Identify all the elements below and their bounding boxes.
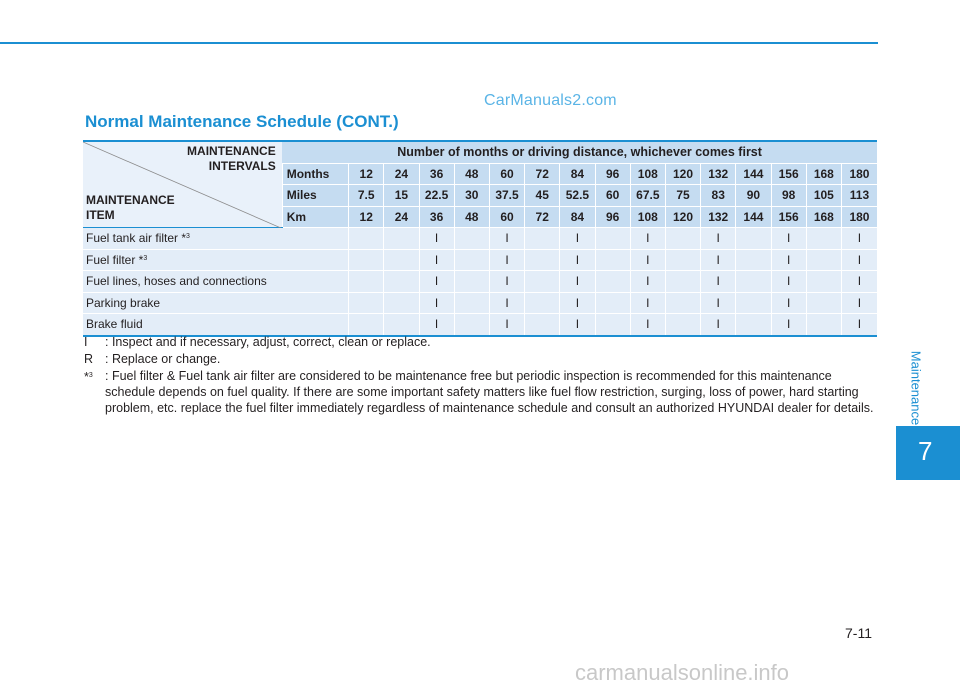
maintenance-mark: I (489, 249, 524, 271)
interval-value: 90 (736, 185, 771, 207)
maintenance-item (83, 292, 349, 314)
side-tab: Maintenance (908, 350, 924, 426)
interval-value: 98 (771, 185, 806, 207)
maintenance-item-name: Fuel lines, hoses and connections (86, 274, 267, 289)
maintenance-mark (665, 292, 700, 314)
maintenance-mark (384, 228, 419, 250)
maintenance-mark: I (419, 314, 454, 336)
maintenance-mark (349, 292, 384, 314)
maintenance-mark: I (489, 228, 524, 250)
interval-value: 15 (384, 185, 419, 207)
maintenance-item-name: Fuel tank air filter * (86, 231, 187, 246)
interval-value: 168 (806, 206, 841, 228)
interval-value: 45 (525, 185, 560, 207)
maintenance-mark (384, 292, 419, 314)
legend-note (84, 334, 880, 350)
interval-value: 132 (701, 206, 736, 228)
maintenance-mark (525, 228, 560, 250)
maintenance-mark: I (489, 314, 524, 336)
maintenance-mark (736, 271, 771, 293)
maintenance-mark (665, 271, 700, 293)
interval-value: 120 (665, 163, 700, 185)
maintenance-mark (454, 292, 489, 314)
maintenance-mark: I (560, 249, 595, 271)
interval-value: 108 (630, 163, 665, 185)
maintenance-item-name: Fuel filter * (86, 252, 144, 267)
interval-value: 168 (806, 163, 841, 185)
maintenance-mark: I (701, 249, 736, 271)
maintenance-mark: I (630, 249, 665, 271)
interval-value: 108 (630, 206, 665, 228)
maintenance-table (83, 140, 877, 337)
interval-value: 60 (489, 206, 524, 228)
maintenance-mark (736, 314, 771, 336)
interval-row-label: Miles (282, 185, 348, 207)
corner-item-label: MAINTENANCE ITEM (86, 193, 175, 222)
maintenance-mark (595, 228, 630, 250)
interval-value: 180 (841, 206, 877, 228)
maintenance-mark: I (841, 271, 877, 293)
table-row (83, 271, 877, 293)
maintenance-mark (454, 249, 489, 271)
maintenance-mark (595, 292, 630, 314)
interval-value: 22.5 (419, 185, 454, 207)
interval-value: 30 (454, 185, 489, 207)
maintenance-mark (454, 314, 489, 336)
maintenance-mark: I (419, 292, 454, 314)
interval-value: 72 (525, 206, 560, 228)
interval-value: 72 (525, 163, 560, 185)
maintenance-mark (806, 228, 841, 250)
maintenance-mark: I (630, 271, 665, 293)
maintenance-mark: I (841, 314, 877, 336)
maintenance-mark: I (419, 249, 454, 271)
note-text: : Replace or change. (105, 352, 221, 366)
maintenance-mark (349, 228, 384, 250)
interval-value: 84 (560, 163, 595, 185)
maintenance-mark: I (771, 249, 806, 271)
maintenance-mark: I (630, 314, 665, 336)
maintenance-mark (665, 249, 700, 271)
interval-value: 36 (419, 206, 454, 228)
interval-value: 105 (806, 185, 841, 207)
maintenance-mark: I (701, 228, 736, 250)
maintenance-mark (806, 314, 841, 336)
maintenance-mark (595, 271, 630, 293)
interval-value: 37.5 (489, 185, 524, 207)
maintenance-mark (454, 271, 489, 293)
page-number: 7-11 (845, 625, 872, 641)
maintenance-mark (525, 271, 560, 293)
maintenance-item (83, 271, 349, 293)
table-row (83, 249, 877, 271)
maintenance-mark: I (489, 292, 524, 314)
interval-value: 84 (560, 206, 595, 228)
chapter-number: 7 (918, 436, 933, 466)
watermark: CarManuals2.com (484, 92, 617, 109)
maintenance-mark: I (701, 271, 736, 293)
maintenance-mark (384, 314, 419, 336)
maintenance-mark: I (771, 292, 806, 314)
maintenance-mark: I (701, 292, 736, 314)
interval-value: 48 (454, 163, 489, 185)
maintenance-mark (595, 249, 630, 271)
note-key: R (84, 352, 94, 366)
maintenance-mark: I (771, 314, 806, 336)
note-key: I (84, 335, 88, 349)
interval-row-label: Km (282, 206, 348, 228)
section-title: Normal Maintenance Schedule (CONT.) (85, 112, 399, 131)
maintenance-item (83, 314, 349, 336)
maintenance-item-name: Parking brake (86, 295, 161, 310)
maintenance-item (83, 249, 349, 271)
interval-value: 24 (384, 163, 419, 185)
maintenance-mark: I (841, 249, 877, 271)
interval-value: 113 (841, 185, 877, 207)
interval-value: 60 (595, 185, 630, 207)
legend-note (84, 351, 880, 367)
maintenance-mark: I (841, 228, 877, 250)
interval-value: 60 (489, 163, 524, 185)
interval-value: 24 (384, 206, 419, 228)
maintenance-item-name: Brake fluid (86, 317, 143, 332)
note-text: : Inspect and if necessary, adjust, correct, clean or replace. (105, 335, 431, 349)
maintenance-mark (525, 314, 560, 336)
notes (84, 334, 880, 417)
maintenance-mark (806, 292, 841, 314)
maintenance-mark (736, 249, 771, 271)
maintenance-mark: I (771, 228, 806, 250)
maintenance-item (83, 228, 349, 250)
maintenance-mark: I (560, 228, 595, 250)
maintenance-mark (384, 249, 419, 271)
table-row (83, 292, 877, 314)
interval-value: 156 (771, 163, 806, 185)
maintenance-mark (665, 228, 700, 250)
footer-watermark: carmanualsonline.info (575, 660, 790, 685)
maintenance-mark (525, 249, 560, 271)
table-corner-header (83, 141, 282, 228)
table-header-title: Number of months or driving distance, whichever comes first (282, 141, 877, 163)
interval-value: 144 (736, 206, 771, 228)
interval-value: 36 (419, 163, 454, 185)
maintenance-mark: I (419, 271, 454, 293)
interval-value: 67.5 (630, 185, 665, 207)
interval-value: 180 (841, 163, 877, 185)
maintenance-mark (525, 292, 560, 314)
maintenance-mark: I (771, 271, 806, 293)
interval-value: 75 (665, 185, 700, 207)
table-row (83, 228, 877, 250)
maintenance-mark (595, 314, 630, 336)
maintenance-mark: I (630, 292, 665, 314)
maintenance-mark (665, 314, 700, 336)
interval-value: 156 (771, 206, 806, 228)
note-text: : Fuel filter & Fuel tank air filter are considered to be maintenance free but periodic inspection is recommended for this maintenance schedule depends on fuel quality. If there are some important safety matters like fuel flow restriction, surging, loss of power, hard starting problem, etc. replace the fuel filter immediately regardless of maintenance schedule and consult an authorized HYUNDAI dealer for details. (105, 369, 874, 415)
footnote-ref: 3 (186, 233, 190, 241)
maintenance-mark: I (630, 228, 665, 250)
interval-value: 52.5 (560, 185, 595, 207)
table-row (83, 314, 877, 336)
interval-value: 12 (349, 206, 384, 228)
interval-value: 132 (701, 163, 736, 185)
interval-value: 7.5 (349, 185, 384, 207)
chapter-number-box (896, 426, 960, 480)
maintenance-mark (454, 228, 489, 250)
maintenance-mark: I (560, 314, 595, 336)
maintenance-mark: I (560, 292, 595, 314)
note-key: *$^3$ (84, 370, 93, 384)
interval-value: 120 (665, 206, 700, 228)
top-rule (0, 42, 878, 44)
maintenance-mark (736, 292, 771, 314)
interval-value: 48 (454, 206, 489, 228)
legend-note (84, 368, 880, 416)
footnote-ref: 3 (143, 254, 148, 262)
maintenance-mark: I (841, 292, 877, 314)
interval-row-label: Months (282, 163, 348, 185)
maintenance-mark (806, 271, 841, 293)
corner-intervals-label: MAINTENANCE INTERVALS (187, 144, 276, 173)
interval-value: 96 (595, 163, 630, 185)
maintenance-mark: I (701, 314, 736, 336)
maintenance-mark: I (419, 228, 454, 250)
interval-value: 144 (736, 163, 771, 185)
maintenance-mark (349, 249, 384, 271)
maintenance-mark (384, 271, 419, 293)
interval-value: 96 (595, 206, 630, 228)
interval-value: 83 (701, 185, 736, 207)
maintenance-mark: I (489, 271, 524, 293)
maintenance-mark: I (560, 271, 595, 293)
maintenance-mark (736, 228, 771, 250)
interval-value: 12 (349, 163, 384, 185)
maintenance-mark (349, 314, 384, 336)
maintenance-mark (806, 249, 841, 271)
maintenance-mark (349, 271, 384, 293)
